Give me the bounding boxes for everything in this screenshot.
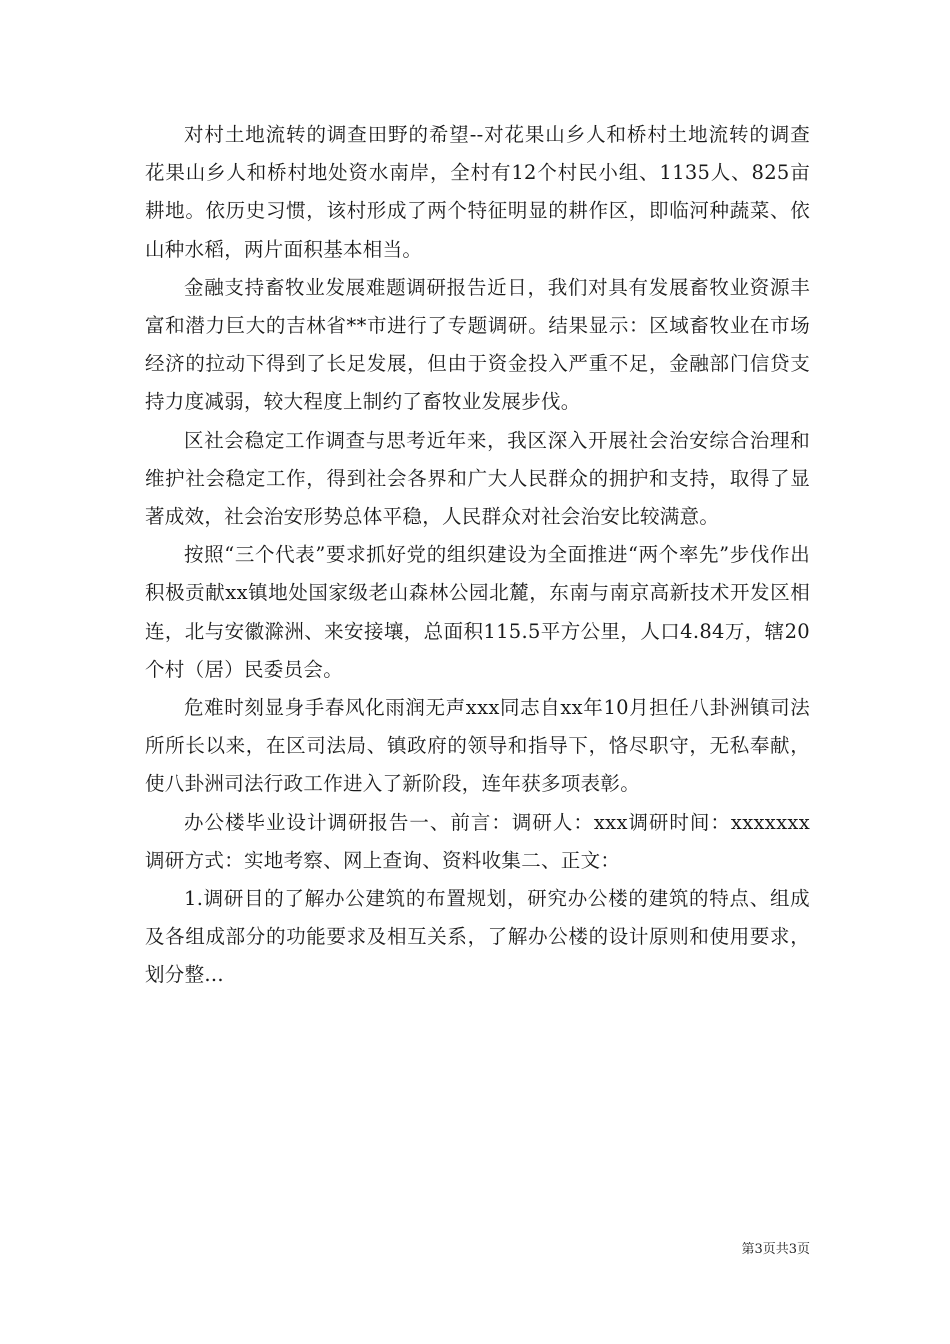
page-number-footer: 第3页共3页: [741, 1242, 810, 1257]
paragraph-office-building-intro: 办公楼毕业设计调研报告一、前言：调研人：xxx调研时间：xxxxxxx调研方式：实地考察、网上查询、资料收集二、正文：: [145, 810, 810, 872]
paragraph-livestock-finance: 金融支持畜牧业发展难题调研报告近日，我们对具有发展畜牧业资源丰富和潜力巨大的吉林省**市进行了专题调研。结果显示：区域畜牧业在市场经济的拉动下得到了长足发展，但由于资金投入严重不足，金融部门信贷支持力度减弱，较大程度上制约了畜牧业发展步伐。: [145, 275, 810, 414]
paragraph-social-stability: 区社会稳定工作调查与思考近年来，我区深入开展社会治安综合治理和维护社会稳定工作，得到社会各界和广大人民群众的拥护和支持，取得了显著成效，社会治安形势总体平稳，人民群众对社会治安比较满意。: [145, 428, 810, 529]
document-body: [145, 116, 810, 995]
paragraph-judicial-office: 危难时刻显身手春风化雨润无声xxx同志自xx年10月担任八卦洲镇司法所所长以来，在区司法局、镇政府的领导和指导下，恪尽职守，无私奉献，使八卦洲司法行政工作进入了新阶段，连年获多项表彰。: [145, 696, 810, 796]
paragraph-party-building: 按照“三个代表”要求抓好党的组织建设为全面推进“两个率先”步伐作出积极贡献xx镇地处国家级老山森林公园北麓，东南与南京高新技术开发区相连，北与安徽滁洲、来安接壤，总面积115.5平方公里，人口4.84万，辖20个村（居）民委员会。: [145, 543, 810, 681]
paragraph-land-transfer: 对村土地流转的调查田野的希望--对花果山乡人和桥村土地流转的调查花果山乡人和桥村地处资水南岸，全村有12个村民小组、1135人、825亩耕地。依历史习惯，该村形成了两个特征明显的耕作区，即临河种蔬菜、依山种水稻，两片面积基本相当。: [145, 123, 810, 261]
paragraph-research-purpose: 1.调研目的了解办公建筑的布置规划，研究办公楼的建筑的特点、组成及各组成部分的功能要求及相互关系，了解办公楼的设计原则和使用要求，划分整...: [145, 887, 810, 987]
